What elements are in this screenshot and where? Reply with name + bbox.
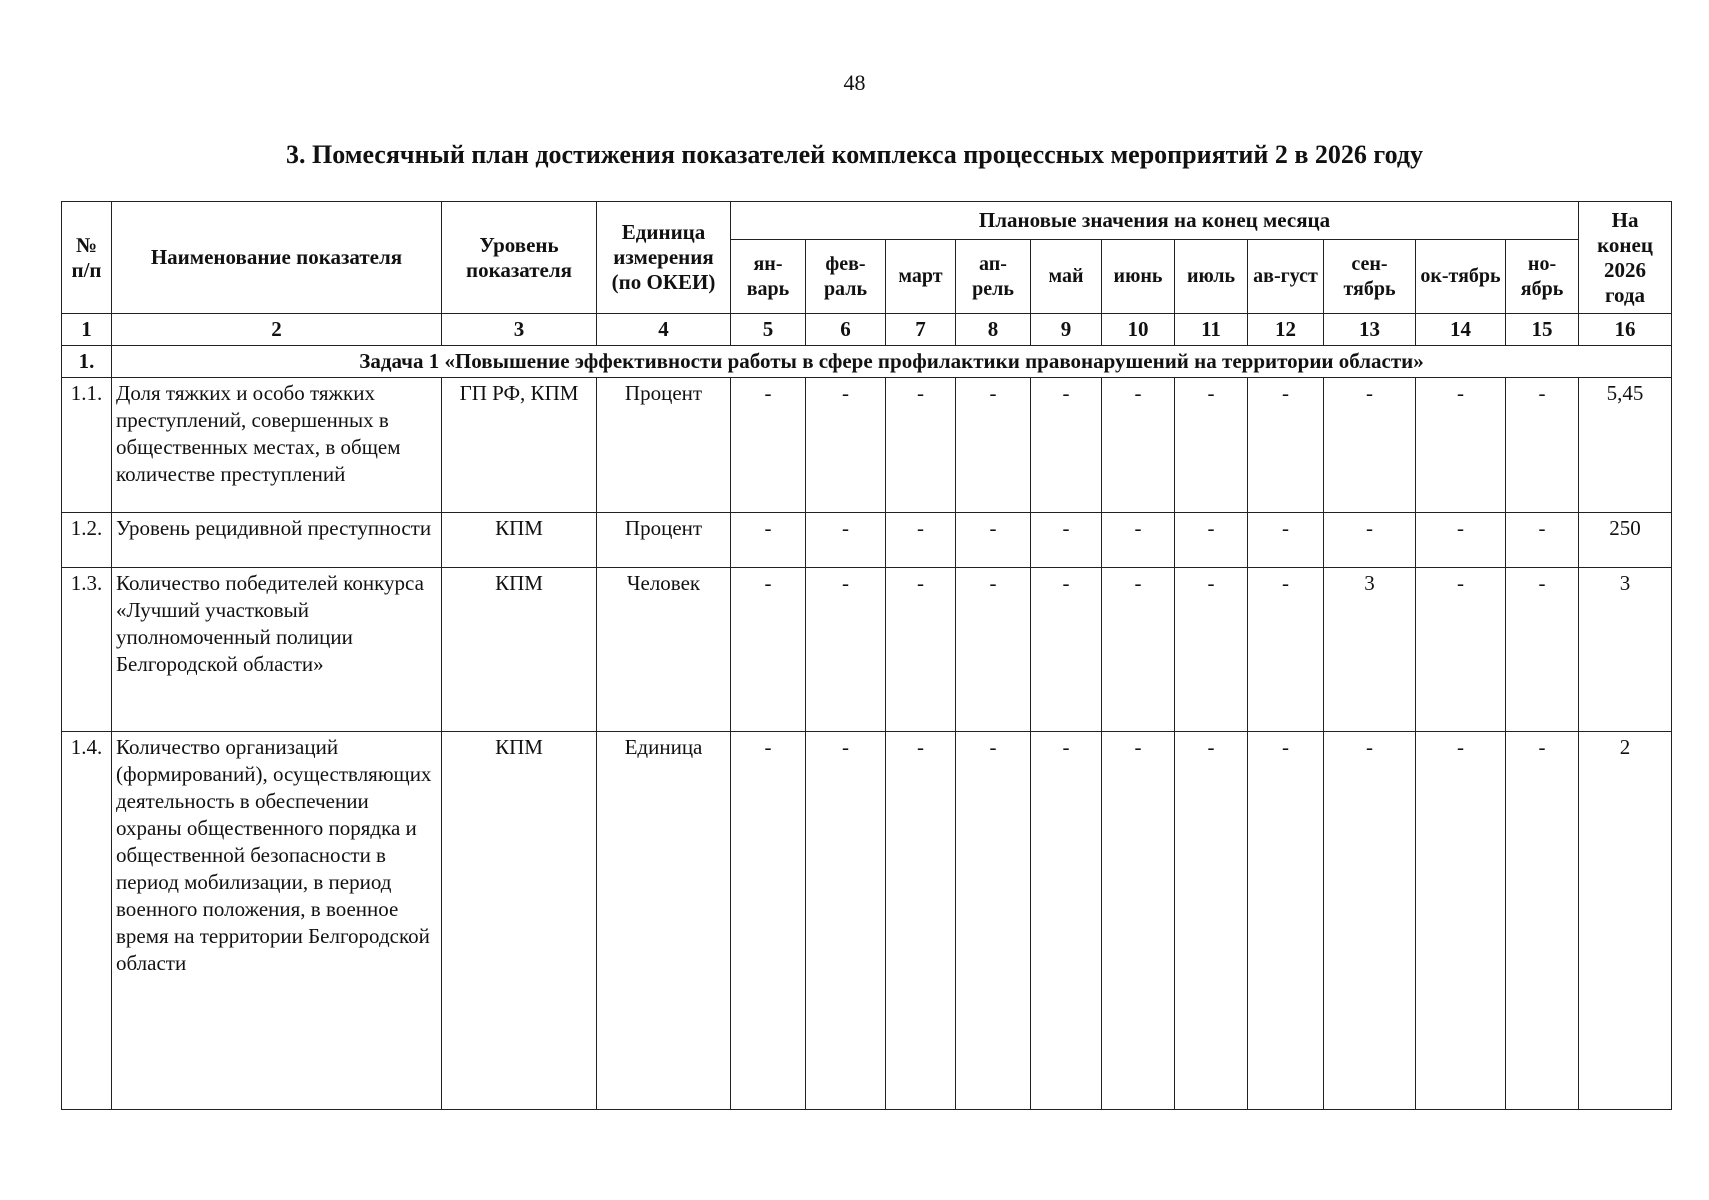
row-num: 1.2. <box>62 513 112 568</box>
header-month-1: ян-варь <box>731 240 806 314</box>
month-value-7: - <box>1175 568 1248 732</box>
header-name: Наименование показателя <box>112 202 442 314</box>
month-value-6: - <box>1102 513 1175 568</box>
year-end-value: 2 <box>1579 732 1672 1110</box>
month-value-11: - <box>1506 378 1579 513</box>
monthly-plan-table <box>61 201 1672 1110</box>
indicator-unit: Единица <box>597 732 731 1110</box>
header-month-2: фев-раль <box>806 240 886 314</box>
month-value-6: - <box>1102 378 1175 513</box>
month-value-10: - <box>1416 513 1506 568</box>
column-number-4: 4 <box>597 314 731 346</box>
indicator-name: Доля тяжких и особо тяжких преступлений, совершенных в общественных местах, в общем количестве преступлений <box>112 378 442 513</box>
column-number-1: 1 <box>62 314 112 346</box>
header-row-top <box>62 202 1672 240</box>
year-end-value: 3 <box>1579 568 1672 732</box>
month-value-6: - <box>1102 732 1175 1110</box>
month-value-4: - <box>956 732 1031 1110</box>
indicator-unit: Процент <box>597 513 731 568</box>
month-value-11: - <box>1506 732 1579 1110</box>
month-value-10: - <box>1416 568 1506 732</box>
month-value-9: - <box>1324 513 1416 568</box>
row-num: 1.3. <box>62 568 112 732</box>
header-month-10: ок-тябрь <box>1416 240 1506 314</box>
indicator-level: ГП РФ, КПМ <box>442 378 597 513</box>
indicator-name: Уровень рецидивной преступности <box>112 513 442 568</box>
month-value-5: - <box>1031 568 1102 732</box>
indicator-level: КПМ <box>442 568 597 732</box>
month-value-5: - <box>1031 378 1102 513</box>
header-month-4: ап-рель <box>956 240 1031 314</box>
header-month-7: июль <box>1175 240 1248 314</box>
month-value-3: - <box>886 568 956 732</box>
month-value-4: - <box>956 513 1031 568</box>
month-value-1: - <box>731 513 806 568</box>
month-value-11: - <box>1506 513 1579 568</box>
column-number-5: 5 <box>731 314 806 346</box>
month-value-8: - <box>1248 378 1324 513</box>
column-number-row <box>62 314 1672 346</box>
table-row <box>62 568 1672 732</box>
column-number-15: 15 <box>1506 314 1579 346</box>
row-num: 1.4. <box>62 732 112 1110</box>
month-value-2: - <box>806 568 886 732</box>
header-month-3: март <box>886 240 956 314</box>
page-number: 48 <box>843 70 866 95</box>
column-number-2: 2 <box>112 314 442 346</box>
month-value-7: - <box>1175 732 1248 1110</box>
month-value-1: - <box>731 568 806 732</box>
month-value-7: - <box>1175 513 1248 568</box>
month-value-1: - <box>731 732 806 1110</box>
month-value-2: - <box>806 378 886 513</box>
column-number-7: 7 <box>886 314 956 346</box>
header-month-8: ав-густ <box>1248 240 1324 314</box>
month-value-10: - <box>1416 378 1506 513</box>
month-value-2: - <box>806 513 886 568</box>
month-value-9: - <box>1324 378 1416 513</box>
month-value-2: - <box>806 732 886 1110</box>
column-number-12: 12 <box>1248 314 1324 346</box>
header-num: № п/п <box>62 202 112 314</box>
task-row <box>62 346 1672 378</box>
month-value-11: - <box>1506 568 1579 732</box>
header-planned-values: Плановые значения на конец месяца <box>731 202 1579 240</box>
table-row <box>62 732 1672 1110</box>
month-value-3: - <box>886 378 956 513</box>
indicator-name: Количество организаций (формирований), осуществляющих деятельность в обеспечении охраны общественного порядка и общественной безопасности в период мобилизации, в период военного положения, в военное время на территории Белгородской области <box>112 732 442 1110</box>
month-value-3: - <box>886 732 956 1110</box>
column-number-16: 16 <box>1579 314 1672 346</box>
column-number-8: 8 <box>956 314 1031 346</box>
task-text: Задача 1 «Повышение эффективности работы в сфере профилактики правонарушений на территории области» <box>112 346 1672 378</box>
month-value-3: - <box>886 513 956 568</box>
header-level: Уровень показателя <box>442 202 597 314</box>
month-value-7: - <box>1175 378 1248 513</box>
column-number-14: 14 <box>1416 314 1506 346</box>
column-number-6: 6 <box>806 314 886 346</box>
indicator-unit: Процент <box>597 378 731 513</box>
column-number-9: 9 <box>1031 314 1102 346</box>
month-value-8: - <box>1248 513 1324 568</box>
month-value-5: - <box>1031 732 1102 1110</box>
column-number-10: 10 <box>1102 314 1175 346</box>
header-year-end: На конец 2026 года <box>1579 202 1672 314</box>
month-value-10: - <box>1416 732 1506 1110</box>
task-num: 1. <box>62 346 112 378</box>
month-value-6: - <box>1102 568 1175 732</box>
table-row <box>62 513 1672 568</box>
header-month-5: май <box>1031 240 1102 314</box>
indicator-level: КПМ <box>442 732 597 1110</box>
year-end-value: 5,45 <box>1579 378 1672 513</box>
indicator-name: Количество победителей конкурса «Лучший участковый уполномоченный полиции Белгородской области» <box>112 568 442 732</box>
month-value-4: - <box>956 378 1031 513</box>
month-value-8: - <box>1248 568 1324 732</box>
header-month-6: июнь <box>1102 240 1175 314</box>
table-row <box>62 378 1672 513</box>
header-month-11: но-ябрь <box>1506 240 1579 314</box>
month-value-9: 3 <box>1324 568 1416 732</box>
column-number-3: 3 <box>442 314 597 346</box>
indicator-level: КПМ <box>442 513 597 568</box>
header-month-9: сен-тябрь <box>1324 240 1416 314</box>
year-end-value: 250 <box>1579 513 1672 568</box>
document-title: 3. Помесячный план достижения показателей комплекса процессных мероприятий 2 в 2026 году <box>286 140 1423 169</box>
column-number-13: 13 <box>1324 314 1416 346</box>
month-value-5: - <box>1031 513 1102 568</box>
month-value-8: - <box>1248 732 1324 1110</box>
header-unit: Единица измерения (по ОКЕИ) <box>597 202 731 314</box>
month-value-1: - <box>731 378 806 513</box>
row-num: 1.1. <box>62 378 112 513</box>
month-value-9: - <box>1324 732 1416 1110</box>
column-number-11: 11 <box>1175 314 1248 346</box>
month-value-4: - <box>956 568 1031 732</box>
indicator-unit: Человек <box>597 568 731 732</box>
